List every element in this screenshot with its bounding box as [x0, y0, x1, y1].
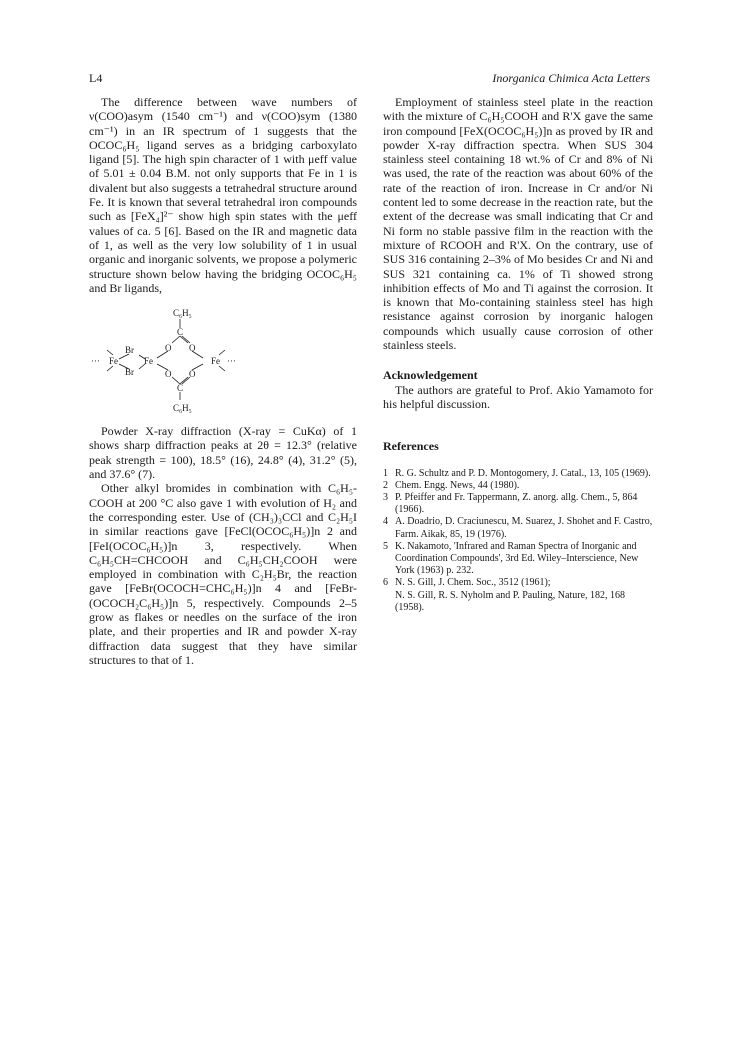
reference-text: Chem. Engg. News, 44 (1980). — [395, 479, 520, 491]
chain-dots-left: ··· — [91, 356, 100, 367]
bromine-bottom-label: Br — [125, 367, 134, 378]
page-number: L4 — [89, 71, 103, 85]
oxygen-label: O — [165, 343, 172, 354]
reference-number: 6 — [383, 577, 388, 589]
reference-number: 5 — [383, 540, 388, 552]
iron-left-label: Fe — [109, 356, 118, 367]
iron-middle-label: Fe — [144, 356, 153, 367]
paragraph-xray-diffraction: Powder X-ray diffraction (X-ray = CuKα) of 1 shows sharp diffraction peaks at 2θ = 12.3° (relative peak strength = 100), 18.5° (16), 24.8° (4), 31.2° (5), and 37.6° (7). — [89, 424, 357, 482]
acknowledgement-text: The authors are grateful to Prof. Akio Yamamoto for his helpful discussion. — [383, 382, 653, 411]
left-column — [89, 95, 357, 667]
reference-number: 1 — [383, 467, 388, 479]
references-list — [383, 468, 653, 614]
reference-text: A. Doadrio, D. Craciunescu, M. Suarez, J. Shohet and F. Castro, Farm. Aikak, 85, 19 (1976). — [395, 516, 653, 540]
iron-right-label: Fe — [211, 356, 220, 367]
reference-number: 4 — [383, 516, 388, 528]
reference-number: 3 — [383, 491, 388, 503]
paragraph-stainless-steel: Employment of stainless steel plate in the reaction with the mixture of C₆H₅COOH and R'X gave the same iron compound [FeX(OCOC₆H₅)]n as proved by IR and powder X-ray diffraction spectra. When SUS 304 stainless steel containing 18 wt.% of Cr and 8% of Ni was used, the rate of the reaction was about 60% of the rate of the reaction of iron. Increase in Cr and/or Ni content led to some decrease in the reaction rate, but the extent of the decrease was small indicating that Cr and Ni form no stable passive film in the reaction with the mixture of RCOOH and R'X. On the contrary, use of SUS 316 containing 2–3% of Mo besides Cr and Ni and SUS 321 containing ca. 1% of Ti showed strong inhibition effects of Mo and Ti against the corrosion. It is known that Mo-containing stainless steel has high resistance against corrosion by inorganic halogen compounds which usually cause corrosion of other stainless steels. — [383, 95, 653, 353]
oxygen-label: O — [189, 369, 196, 380]
reference-text: K. Nakamoto, 'Infrared and Raman Spectra of Inorganic and Coordination Compounds', 3rd Ed. Wiley–Interscience, New York (1963) p. 232. — [395, 540, 639, 577]
reference-item — [383, 516, 653, 540]
reference-text: P. Pfeiffer and Fr. Tappermann, Z. anorg. allg. Chem., 5, 864 (1966). — [395, 491, 638, 516]
reference-item — [383, 492, 653, 516]
reference-item — [383, 577, 653, 614]
references-heading: References — [383, 439, 439, 454]
reference-text: N. S. Gill, J. Chem. Soc., 3512 (1961); — [395, 577, 551, 589]
structure-svg — [89, 303, 357, 418]
phenyl-bottom-label: C₆H₅ — [173, 403, 192, 414]
oxygen-label: O — [189, 343, 196, 354]
reference-text-continued: N. S. Gill, R. S. Nyholm and P. Pauling, Nature, 182, 168 (1958). — [395, 589, 626, 613]
right-column — [383, 95, 653, 614]
journal-title: Inorganica Chimica Acta Letters — [492, 71, 650, 85]
paragraph-other-compounds: Other alkyl bromides in combination with C₆H₅-COOH at 200 °C also gave 1 with evolution of H₂ and the corresponding ester. Use of (CH₃)₃CCl and C₂H₅I in similar reactions gave [FeCl(OCOC₆H₅)]n 2 and [FeI(OCOC₆H₅)]n 3, respectively. When C₆H₅CH=CHCOOH and C₆H₅CH₂COOH were employed in combination with C₂H₅Br, the reaction gave [FeBr(OCOCH=CHC₆H₅)]n 4 and [FeBr-(OCOCH₂C₆H₅)]n 5, respectively. Compounds 2–5 grow as flakes or needles on the surface of the iron plate, and their properties and IR and powder X-ray diffraction data suggest that they have similar structures to that of 1. — [89, 481, 357, 667]
bromine-top-label: Br — [125, 345, 134, 356]
reference-item — [383, 541, 653, 578]
chain-dots-right: ··· — [227, 356, 236, 367]
reference-item — [383, 468, 653, 480]
phenyl-top-label: C₆H₅ — [173, 308, 192, 319]
reference-item — [383, 480, 653, 492]
paragraph-ir-magnetic: The difference between wave numbers of ν(COO)asym (1540 cm⁻¹) and ν(COO)sym (1380 cm⁻¹) in an IR spectrum of 1 suggests that the OCOC₆H₅ ligand serves as a bridging carboxylato ligand [5]. The high spin character of 1 with μeff value of 5.01 ± 0.04 B.M. not only supports that Fe in 1 is divalent but also suggests a tetrahedral structure around Fe. It is known that several tetrahedral iron compounds such as [FeX₄]²⁻ show high spin states with the μeff values of ca. 5 [6]. Based on the IR and magnetic data of 1, as well as the very low solubility of 1 in usual organic and inorganic solvents, we propose a polymeric structure shown below having the bridging OCOC₆H₅ and Br ligands, — [89, 95, 357, 295]
carbon-bottom-label: C — [177, 383, 184, 394]
acknowledgement-heading: Acknowledgement — [383, 368, 478, 383]
reference-text: R. G. Schultz and P. D. Montogomery, J. Catal., 13, 105 (1969). — [395, 467, 651, 479]
reference-number: 2 — [383, 479, 388, 491]
oxygen-label: O — [165, 369, 172, 380]
polymer-structure-diagram — [89, 303, 357, 418]
carbon-top-label: C — [177, 327, 184, 338]
